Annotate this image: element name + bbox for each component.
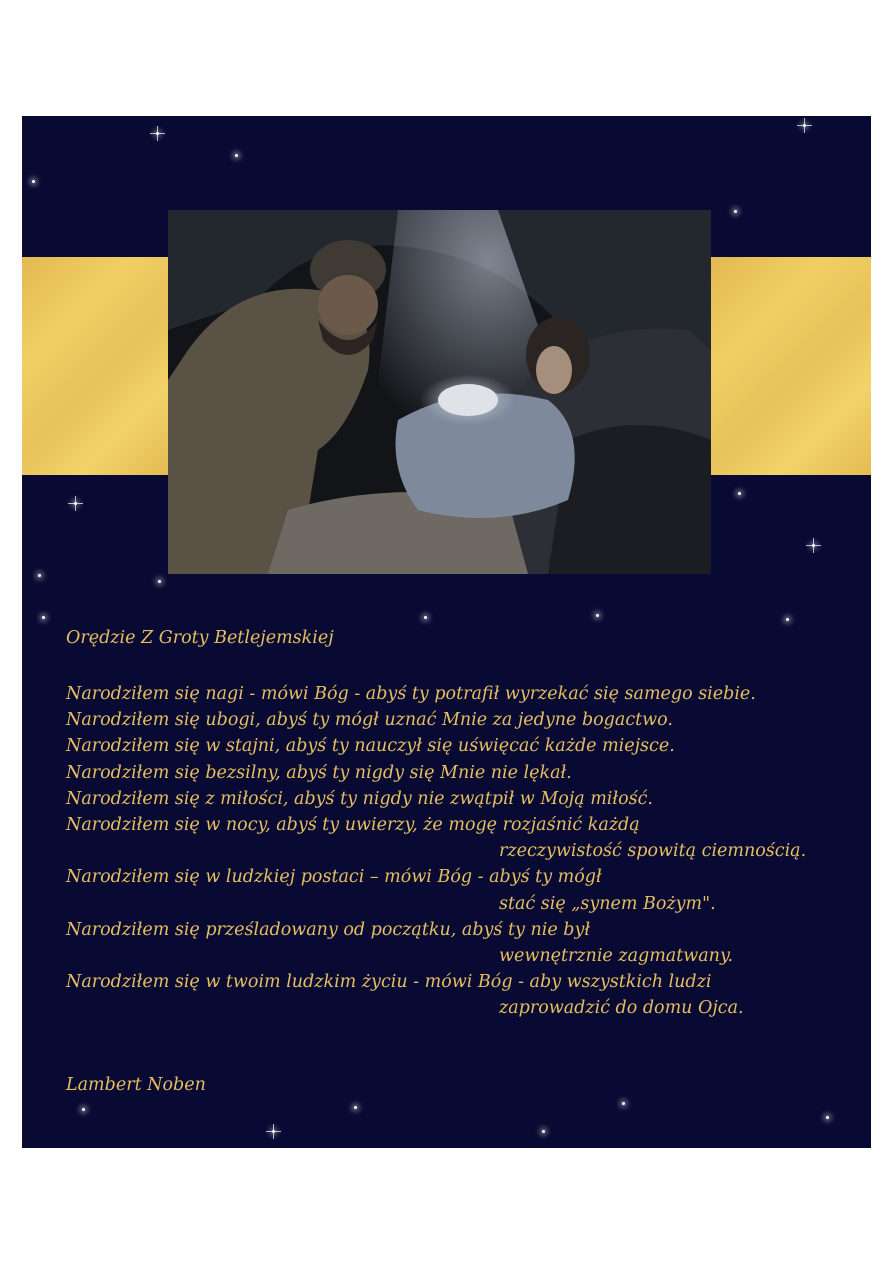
gold-band-left [22,257,168,475]
poem-line-continuation: stać się „synem Bożym". [499,893,716,914]
poem-line-continuation: zaprowadzić do domu Ojca. [499,998,744,1019]
poem-line: Narodziłem się bezsilny, abyś ty nigdy się Mnie nie lękał. [66,762,572,783]
star [32,180,35,183]
poem-line: Narodziłem się nagi - mówi Bóg - abyś ty potrafił wyrzekać się samego siebie. [66,684,756,704]
poem-line: Narodziłem się w ludzkiej postaci – mówi Bóg - abyś ty mógł [66,867,602,888]
star [82,1108,85,1111]
nativity-image [168,210,711,574]
poem-line: Narodziłem się w nocy, abyś ty uwierzy, że mogę rozjaśnić każdą [66,814,640,835]
star [542,1130,545,1133]
star [272,1130,275,1133]
star [738,492,741,495]
star [734,210,737,213]
poem-title: Orędzie Z Groty Betlejemskiej [66,628,334,648]
poster [22,116,871,1148]
star [74,502,77,505]
star [622,1102,625,1105]
poem-line: Narodziłem się w stajni, abyś ty nauczył się uświęcać każde miejsce. [66,736,675,757]
star [156,132,159,135]
star [158,580,161,583]
star [596,614,599,617]
star [235,154,238,157]
star [424,616,427,619]
star [812,544,815,547]
poem-line: Narodziłem się z miłości, abyś ty nigdy nie zwątpił w Moją miłość. [66,788,653,809]
star [42,616,45,619]
star [786,618,789,621]
poem-line: Narodziłem się ubogi, abyś ty mógł uznać Mnie za jedyne bogactwo. [66,710,673,731]
poem-line-continuation: rzeczywistość spowitą ciemnością. [499,841,807,862]
poem-line-continuation: wewnętrznie zagmatwany. [499,945,734,966]
star [803,124,806,127]
gold-band-right [711,257,871,475]
nativity-illustration [168,210,711,574]
poem-line: Narodziłem się prześladowany od początku, abyś ty nie był [66,919,591,940]
poem-lines [66,681,856,1021]
star [826,1116,829,1119]
poem-line: Narodziłem się w twoim ludzkim życiu - mówi Bóg - aby wszystkich ludzi [66,972,712,993]
star [354,1106,357,1109]
author-signature: Lambert Noben [66,1075,206,1095]
star [38,574,41,577]
